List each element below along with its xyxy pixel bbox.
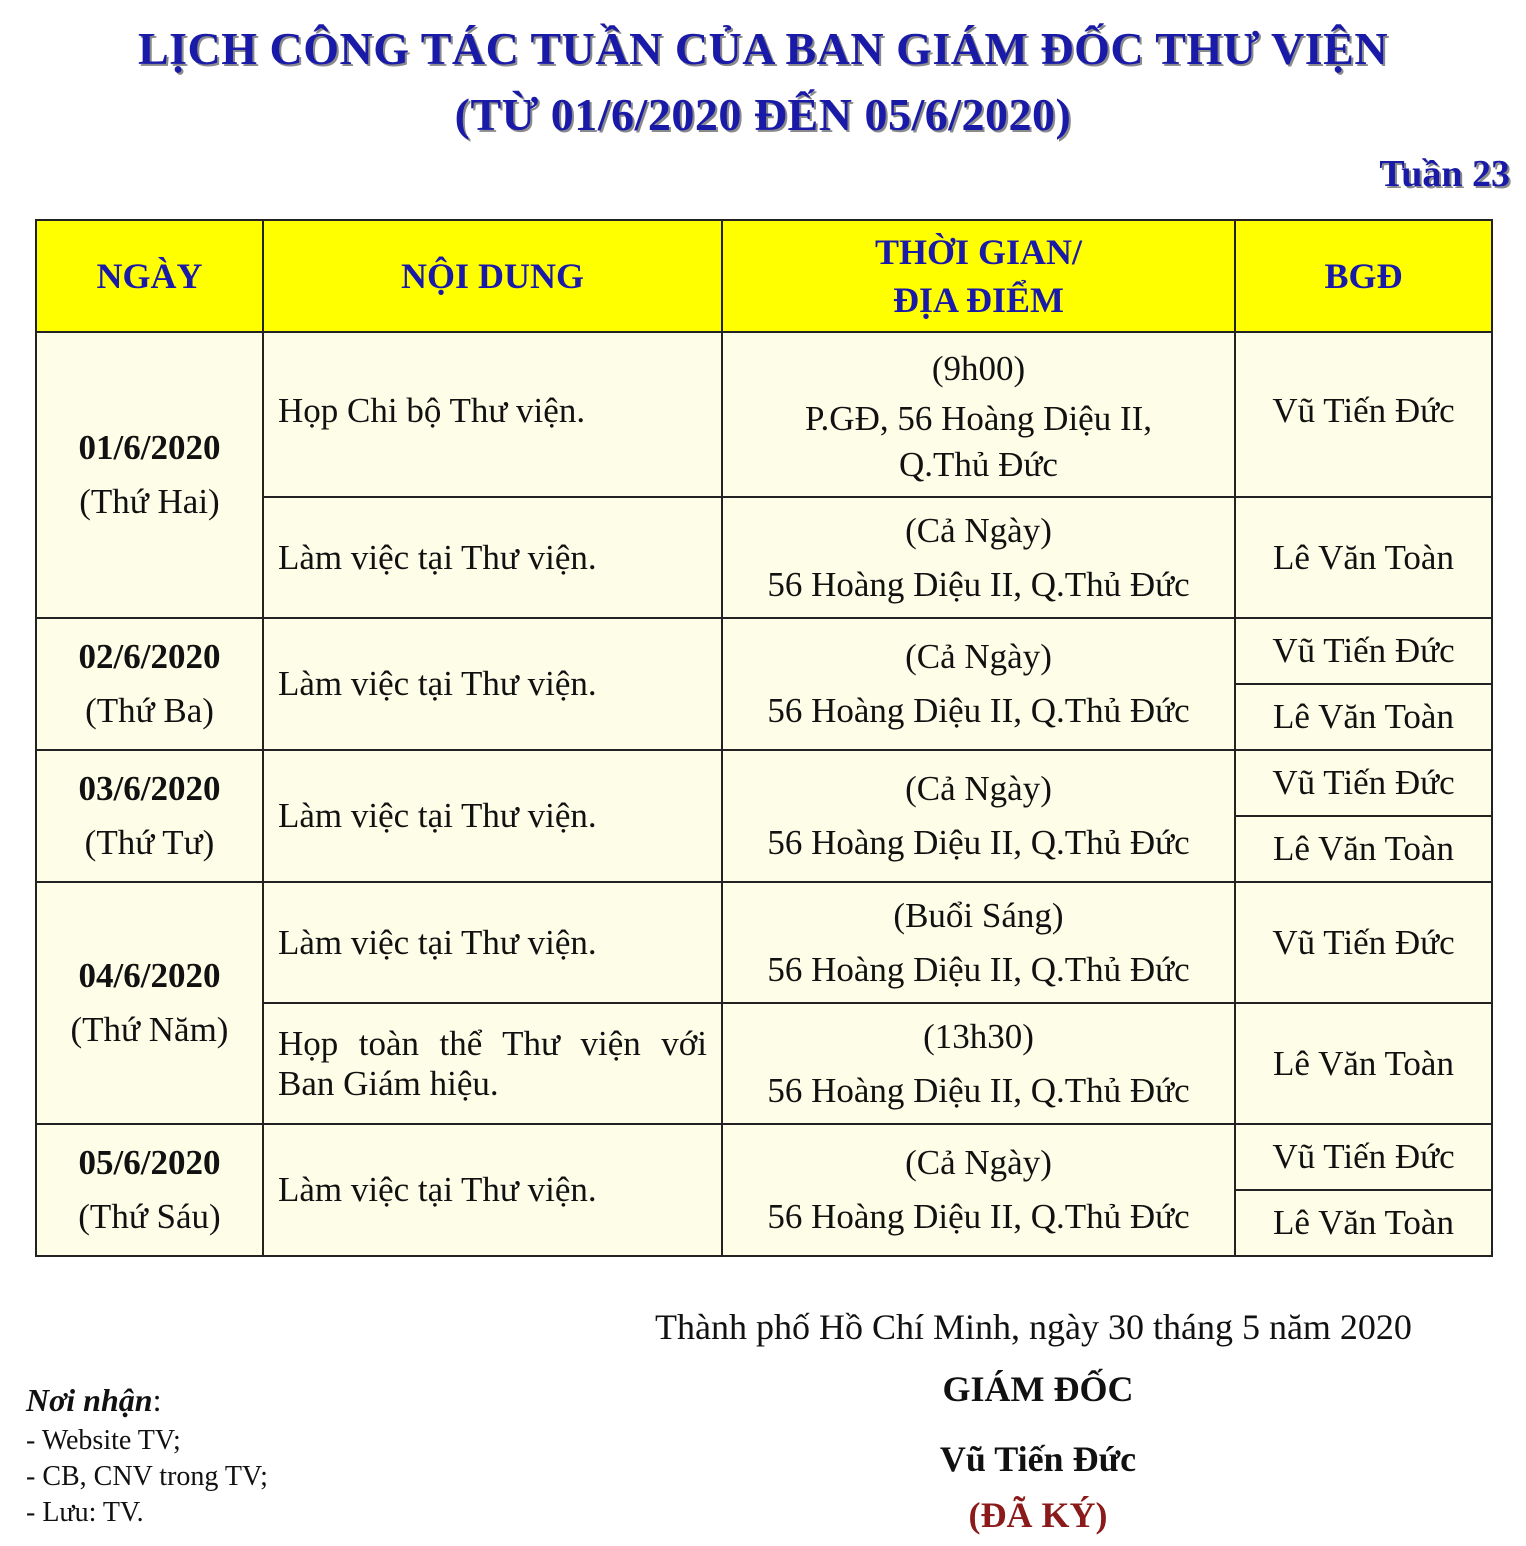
day-cell — [36, 332, 263, 618]
time-place-cell — [722, 882, 1235, 1003]
place-text: 56 Hoàng Diệu II, Q.Thủ Đức — [767, 691, 1190, 730]
time-place-cell — [722, 750, 1235, 882]
header-day: NGÀY — [36, 220, 263, 332]
bgd-person: Lê Văn Toàn — [1235, 816, 1492, 882]
day-weekday: (Thứ Năm) — [70, 1010, 229, 1049]
place-and-date: Thành phố Hồ Chí Minh, ngày 30 tháng 5 năm 2020 — [655, 1307, 1412, 1347]
list-item: - CB, CNV trong TV; — [26, 1461, 268, 1492]
place-text: 56 Hoàng Diệu II, Q.Thủ Đức — [767, 564, 1190, 604]
recipients-colon: : — [152, 1382, 162, 1418]
bgd-person: Vũ Tiến Đức — [1235, 882, 1492, 1003]
list-item: - Website TV; — [26, 1425, 181, 1456]
bgd-person: Vũ Tiến Đức — [1235, 618, 1492, 684]
table-row — [36, 882, 1492, 1003]
time-text: (Buổi Sáng) — [893, 895, 1064, 935]
time-text: (9h00) — [931, 348, 1026, 388]
time-place-cell — [722, 618, 1235, 750]
table-row — [36, 332, 1492, 497]
day-date: 01/6/2020 — [78, 428, 221, 467]
header-time-place — [722, 220, 1235, 332]
content-cell: Làm việc tại Thư viện. — [263, 497, 722, 618]
time-place-cell — [722, 332, 1235, 497]
document-date-range: (TỪ 01/6/2020 ĐẾN 05/6/2020) — [454, 89, 1072, 140]
day-cell — [36, 882, 263, 1124]
time-text: (13h30) — [923, 1016, 1034, 1056]
time-place-cell — [722, 1124, 1235, 1256]
bgd-person: Lê Văn Toàn — [1235, 497, 1492, 618]
bgd-person: Vũ Tiến Đức — [1235, 1124, 1492, 1190]
table-header-row — [36, 220, 1492, 332]
recipients-block — [26, 1382, 268, 1531]
content-cell: Họp toàn thể Thư viện với Ban Giám hiệu. — [263, 1003, 722, 1124]
table-row — [36, 1124, 1492, 1190]
day-weekday: (Thứ Sáu) — [78, 1197, 221, 1236]
list-item: - Lưu: TV. — [26, 1497, 144, 1528]
day-cell — [36, 750, 263, 882]
content-cell: Làm việc tại Thư viện. — [263, 618, 722, 750]
day-date: 05/6/2020 — [78, 1143, 221, 1182]
day-weekday: (Thứ Tư) — [84, 823, 215, 862]
time-text: (Cả Ngày) — [905, 510, 1052, 550]
day-weekday: (Thứ Hai) — [79, 482, 220, 521]
content-cell: Họp Chi bộ Thư viện. — [263, 332, 722, 497]
schedule-table — [35, 219, 1493, 1257]
time-place-cell — [722, 497, 1235, 618]
place-text: 56 Hoàng Diệu II, Q.Thủ Đức — [767, 1070, 1190, 1110]
table-row — [36, 618, 1492, 684]
header-place: ĐỊA ĐIỂM — [892, 280, 1065, 320]
bgd-person: Lê Văn Toàn — [1235, 1003, 1492, 1124]
header-content: NỘI DUNG — [263, 220, 722, 332]
content-cell: Làm việc tại Thư viện. — [263, 1124, 722, 1256]
bgd-person: Vũ Tiến Đức — [1235, 750, 1492, 816]
signed-stamp: (ĐÃ KÝ) — [968, 1495, 1108, 1535]
bgd-person: Lê Văn Toàn — [1235, 1190, 1492, 1256]
place-text: P.GĐ, 56 Hoàng Diệu II, — [804, 398, 1153, 438]
document-title: LỊCH CÔNG TÁC TUẦN CỦA BAN GIÁM ĐỐC THƯ VIỆN — [137, 23, 1389, 74]
day-date: 03/6/2020 — [78, 769, 221, 808]
day-cell — [36, 618, 263, 750]
day-cell — [36, 1124, 263, 1256]
bgd-person: Lê Văn Toàn — [1235, 684, 1492, 750]
bgd-person: Vũ Tiến Đức — [1235, 332, 1492, 497]
day-date: 02/6/2020 — [78, 637, 221, 676]
recipients-heading: Nơi nhận — [26, 1382, 153, 1418]
recipients-list — [26, 1423, 268, 1531]
content-cell: Làm việc tại Thư viện. — [263, 882, 722, 1003]
place-text: 56 Hoàng Diệu II, Q.Thủ Đức — [767, 949, 1190, 989]
time-text: (Cả Ngày) — [905, 637, 1052, 676]
content-cell: Làm việc tại Thư viện. — [263, 750, 722, 882]
director-name: Vũ Tiến Đức — [939, 1439, 1137, 1479]
day-weekday: (Thứ Ba) — [85, 691, 214, 730]
table-row — [36, 750, 1492, 816]
place-text: 56 Hoàng Diệu II, Q.Thủ Đức — [767, 823, 1190, 862]
header-time: THỜI GIAN/ — [874, 232, 1083, 272]
time-text: (Cả Ngày) — [905, 1143, 1052, 1182]
place-text-2: Q.Thủ Đức — [899, 444, 1058, 484]
time-place-cell — [722, 1003, 1235, 1124]
week-number: Tuần 23 — [1379, 153, 1510, 195]
director-title: GIÁM ĐỐC — [942, 1369, 1134, 1409]
day-date: 04/6/2020 — [78, 956, 221, 995]
header-bgd: BGĐ — [1235, 220, 1492, 332]
place-text: 56 Hoàng Diệu II, Q.Thủ Đức — [767, 1197, 1190, 1236]
time-text: (Cả Ngày) — [905, 769, 1052, 808]
